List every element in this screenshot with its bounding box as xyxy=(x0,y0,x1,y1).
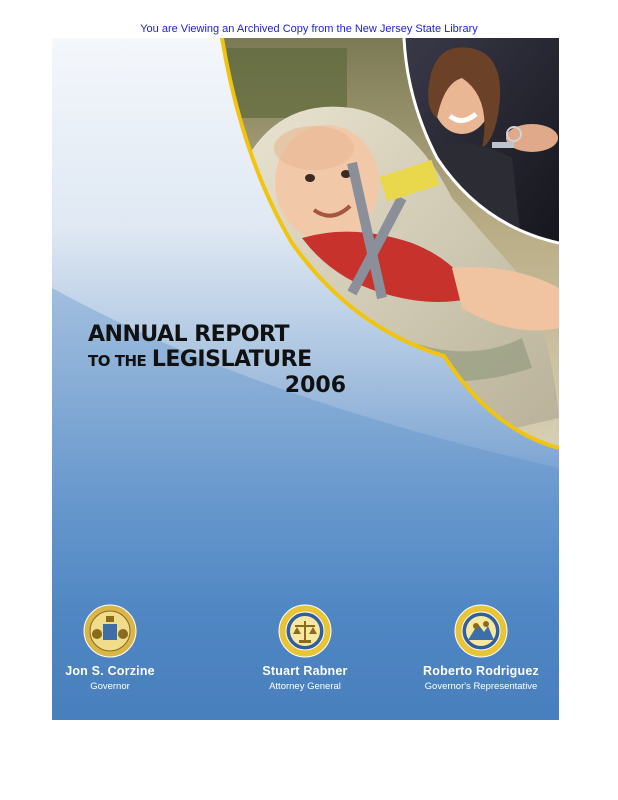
official-governor xyxy=(52,604,195,692)
title-line-legislature xyxy=(88,349,348,371)
title-year: 2006 xyxy=(284,373,346,398)
official-name: Jon S. Corzine xyxy=(65,664,155,678)
official-role: Governor xyxy=(90,681,130,692)
highway-traffic-safety-seal-icon xyxy=(454,604,508,658)
title-to-the: TO THE xyxy=(88,352,147,370)
report-cover xyxy=(52,38,559,720)
attorney-general-seal-icon xyxy=(278,604,332,658)
title-line-annual-report: ANNUAL REPORT xyxy=(88,322,289,347)
official-name: Roberto Rodriguez xyxy=(423,664,539,678)
official-attorney-general xyxy=(220,604,390,692)
official-role: Governor's Representative xyxy=(424,681,538,692)
official-name: Stuart Rabner xyxy=(262,664,348,678)
report-title xyxy=(88,324,348,397)
title-legislature: LEGISLATURE xyxy=(151,347,312,372)
official-governors-representative xyxy=(396,604,559,692)
official-role: Attorney General xyxy=(269,681,341,692)
state-seal-icon xyxy=(83,604,137,658)
archive-banner: You are Viewing an Archived Copy from the New Jersey State Library xyxy=(140,23,478,35)
